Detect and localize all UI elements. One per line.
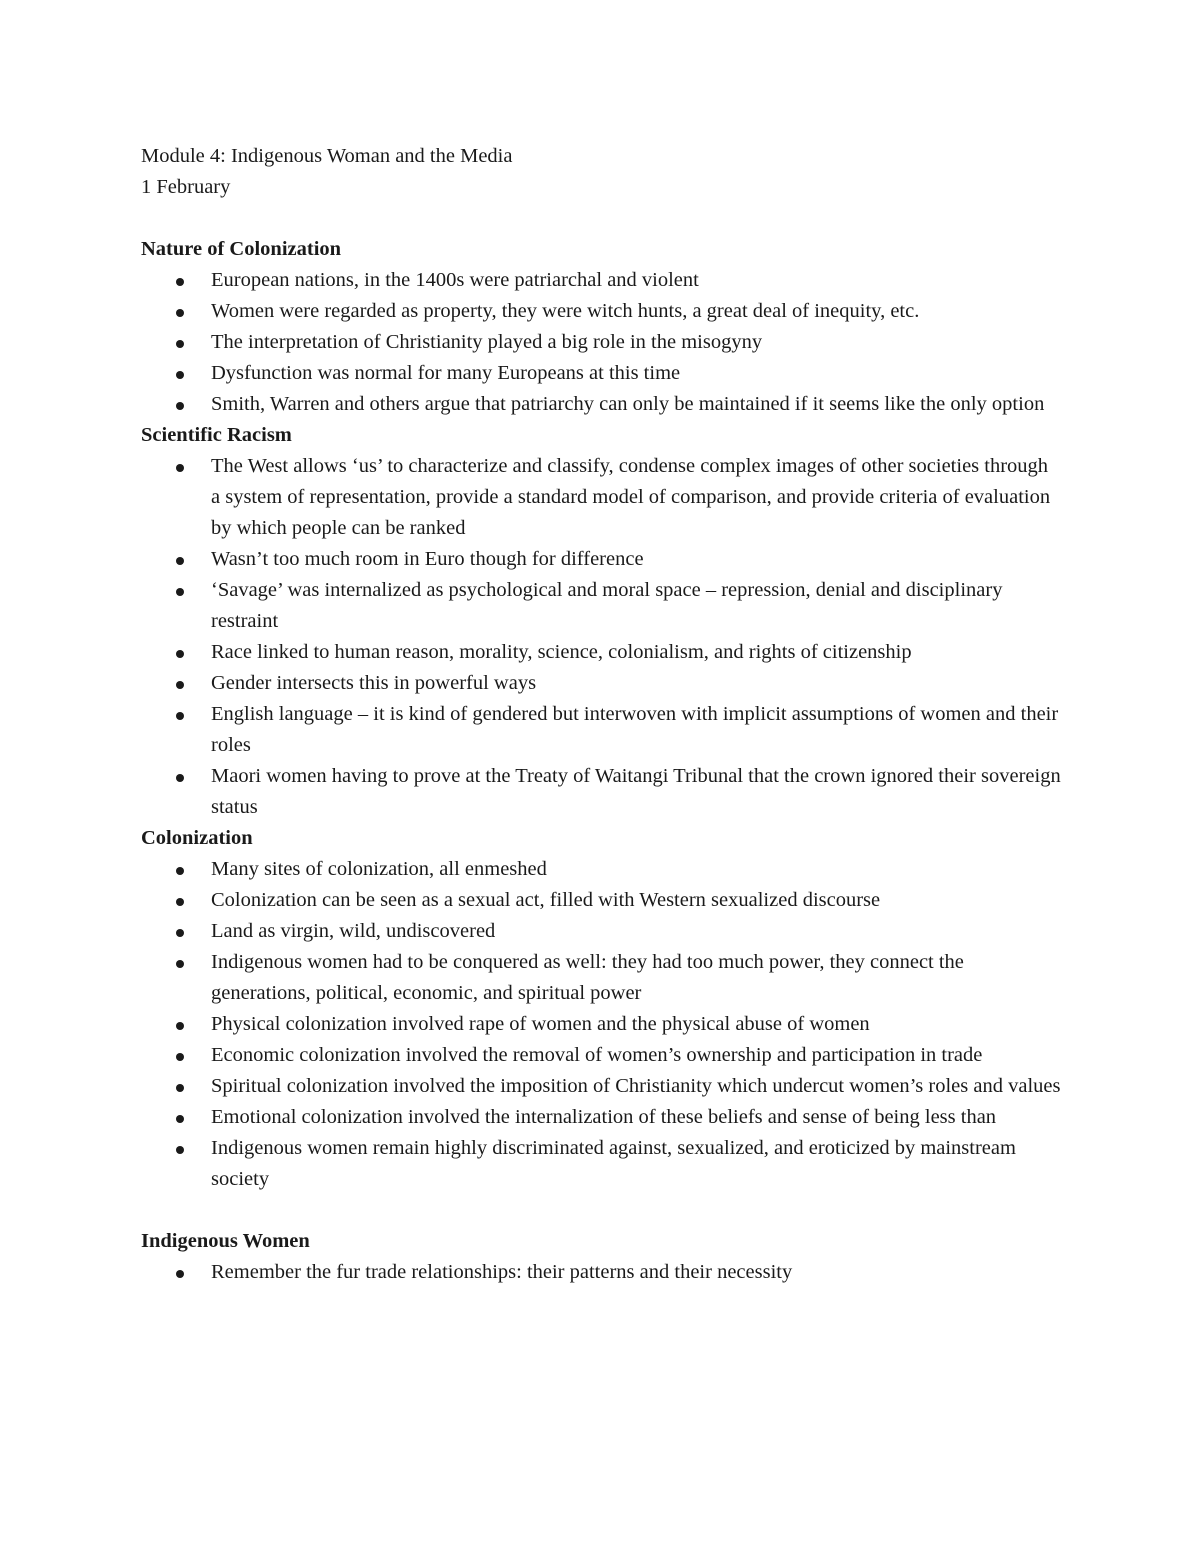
section-heading: Indigenous Women [141, 1230, 310, 1252]
list-item [141, 699, 1061, 761]
list-item [141, 916, 1061, 947]
bullet-icon [176, 1053, 184, 1061]
list-item-text: Gender intersects this in powerful ways [211, 672, 537, 694]
document-date: 1 February [141, 176, 231, 198]
blank-line [141, 203, 1061, 234]
bullet-icon [176, 464, 184, 472]
section-heading: Colonization [141, 827, 253, 849]
list-item-text: Physical colonization involved rape of women and the physical abuse of women [211, 1013, 870, 1035]
list-item [141, 296, 1061, 327]
bullet-icon [176, 681, 184, 689]
list-item [141, 885, 1061, 916]
list-item [141, 1009, 1061, 1040]
list-item [141, 544, 1061, 575]
list-item [141, 761, 1061, 823]
list-item-text: Dysfunction was normal for many Europeans at this time [211, 362, 681, 384]
list-item-text: Smith, Warren and others argue that patriarchy can only be maintained if it seems like the only option [211, 393, 1045, 415]
blank-line [141, 1195, 1061, 1226]
bullet-icon [176, 340, 184, 348]
list-item-text: Women were regarded as property, they were witch hunts, a great deal of inequity, etc. [211, 300, 920, 322]
section-indigenous-women [141, 1226, 1061, 1288]
bullet-icon [176, 1115, 184, 1123]
list-item [141, 358, 1061, 389]
bullet-icon [176, 774, 184, 782]
bullet-icon [176, 898, 184, 906]
list-item-text: Maori women having to prove at the Treaty of Waitangi Tribunal that the crown ignored their sovereign status [211, 765, 1061, 818]
list-item-text: Colonization can be seen as a sexual act, filled with Western sexualized discourse [211, 889, 881, 911]
bullet-icon [176, 1084, 184, 1092]
list-item [141, 1040, 1061, 1071]
bullet-list [141, 265, 1061, 420]
list-item [141, 265, 1061, 296]
list-item-text: Indigenous women remain highly discriminated against, sexualized, and eroticized by mainstream society [211, 1137, 1016, 1190]
bullet-icon [176, 371, 184, 379]
bullet-icon [176, 960, 184, 968]
bullet-icon [176, 867, 184, 875]
bullet-icon [176, 650, 184, 658]
bullet-icon [176, 1146, 184, 1154]
list-item-text: Spiritual colonization involved the imposition of Christianity which undercut women’s roles and values [211, 1075, 1061, 1097]
list-item [141, 389, 1061, 420]
document-page [141, 141, 1061, 1288]
list-item [141, 947, 1061, 1009]
list-item-text: Land as virgin, wild, undiscovered [211, 920, 496, 942]
list-item [141, 1102, 1061, 1133]
list-item [141, 637, 1061, 668]
bullet-list [141, 854, 1061, 1195]
section-scientific-racism [141, 420, 1061, 823]
section-heading: Scientific Racism [141, 424, 292, 446]
list-item [141, 1133, 1061, 1195]
bullet-icon [176, 929, 184, 937]
list-item-text: ‘Savage’ was internalized as psychological and moral space – repression, denial and disciplinary restraint [211, 579, 1003, 632]
section-heading: Nature of Colonization [141, 238, 342, 260]
document-title: Module 4: Indigenous Woman and the Media [141, 145, 513, 167]
section-nature-of-colonization [141, 234, 1061, 420]
list-item [141, 668, 1061, 699]
list-item [141, 1257, 1061, 1288]
section-colonization [141, 823, 1061, 1195]
list-item-text: Economic colonization involved the removal of women’s ownership and participation in trade [211, 1044, 983, 1066]
bullet-icon [176, 712, 184, 720]
bullet-list [141, 1257, 1061, 1288]
list-item [141, 327, 1061, 358]
list-item-text: Wasn’t too much room in Euro though for difference [211, 548, 644, 570]
bullet-icon [176, 1270, 184, 1278]
bullet-list [141, 451, 1061, 823]
list-item-text: English language – it is kind of gendered but interwoven with implicit assumptions of women and their roles [211, 703, 1059, 756]
list-item-text: The interpretation of Christianity played a big role in the misogyny [211, 331, 763, 353]
bullet-icon [176, 278, 184, 286]
bullet-icon [176, 588, 184, 596]
bullet-icon [176, 1022, 184, 1030]
list-item-text: The West allows ‘us’ to characterize and classify, condense complex images of other societies through a system of representation, provide a standard model of comparison, and provide criteria of evaluation by which people can be ranked [211, 455, 1051, 539]
bullet-icon [176, 557, 184, 565]
list-item-text: Indigenous women had to be conquered as well: they had too much power, they connect the generations, political, economic, and spiritual power [211, 951, 964, 1004]
list-item [141, 854, 1061, 885]
bullet-icon [176, 402, 184, 410]
list-item-text: Race linked to human reason, morality, science, colonialism, and rights of citizenship [211, 641, 912, 663]
list-item-text: Emotional colonization involved the internalization of these beliefs and sense of being less than [211, 1106, 997, 1128]
list-item [141, 451, 1061, 544]
list-item-text: European nations, in the 1400s were patriarchal and violent [211, 269, 699, 291]
list-item-text: Many sites of colonization, all enmeshed [211, 858, 547, 880]
list-item [141, 575, 1061, 637]
bullet-icon [176, 309, 184, 317]
list-item-text: Remember the fur trade relationships: their patterns and their necessity [211, 1261, 793, 1283]
list-item [141, 1071, 1061, 1102]
